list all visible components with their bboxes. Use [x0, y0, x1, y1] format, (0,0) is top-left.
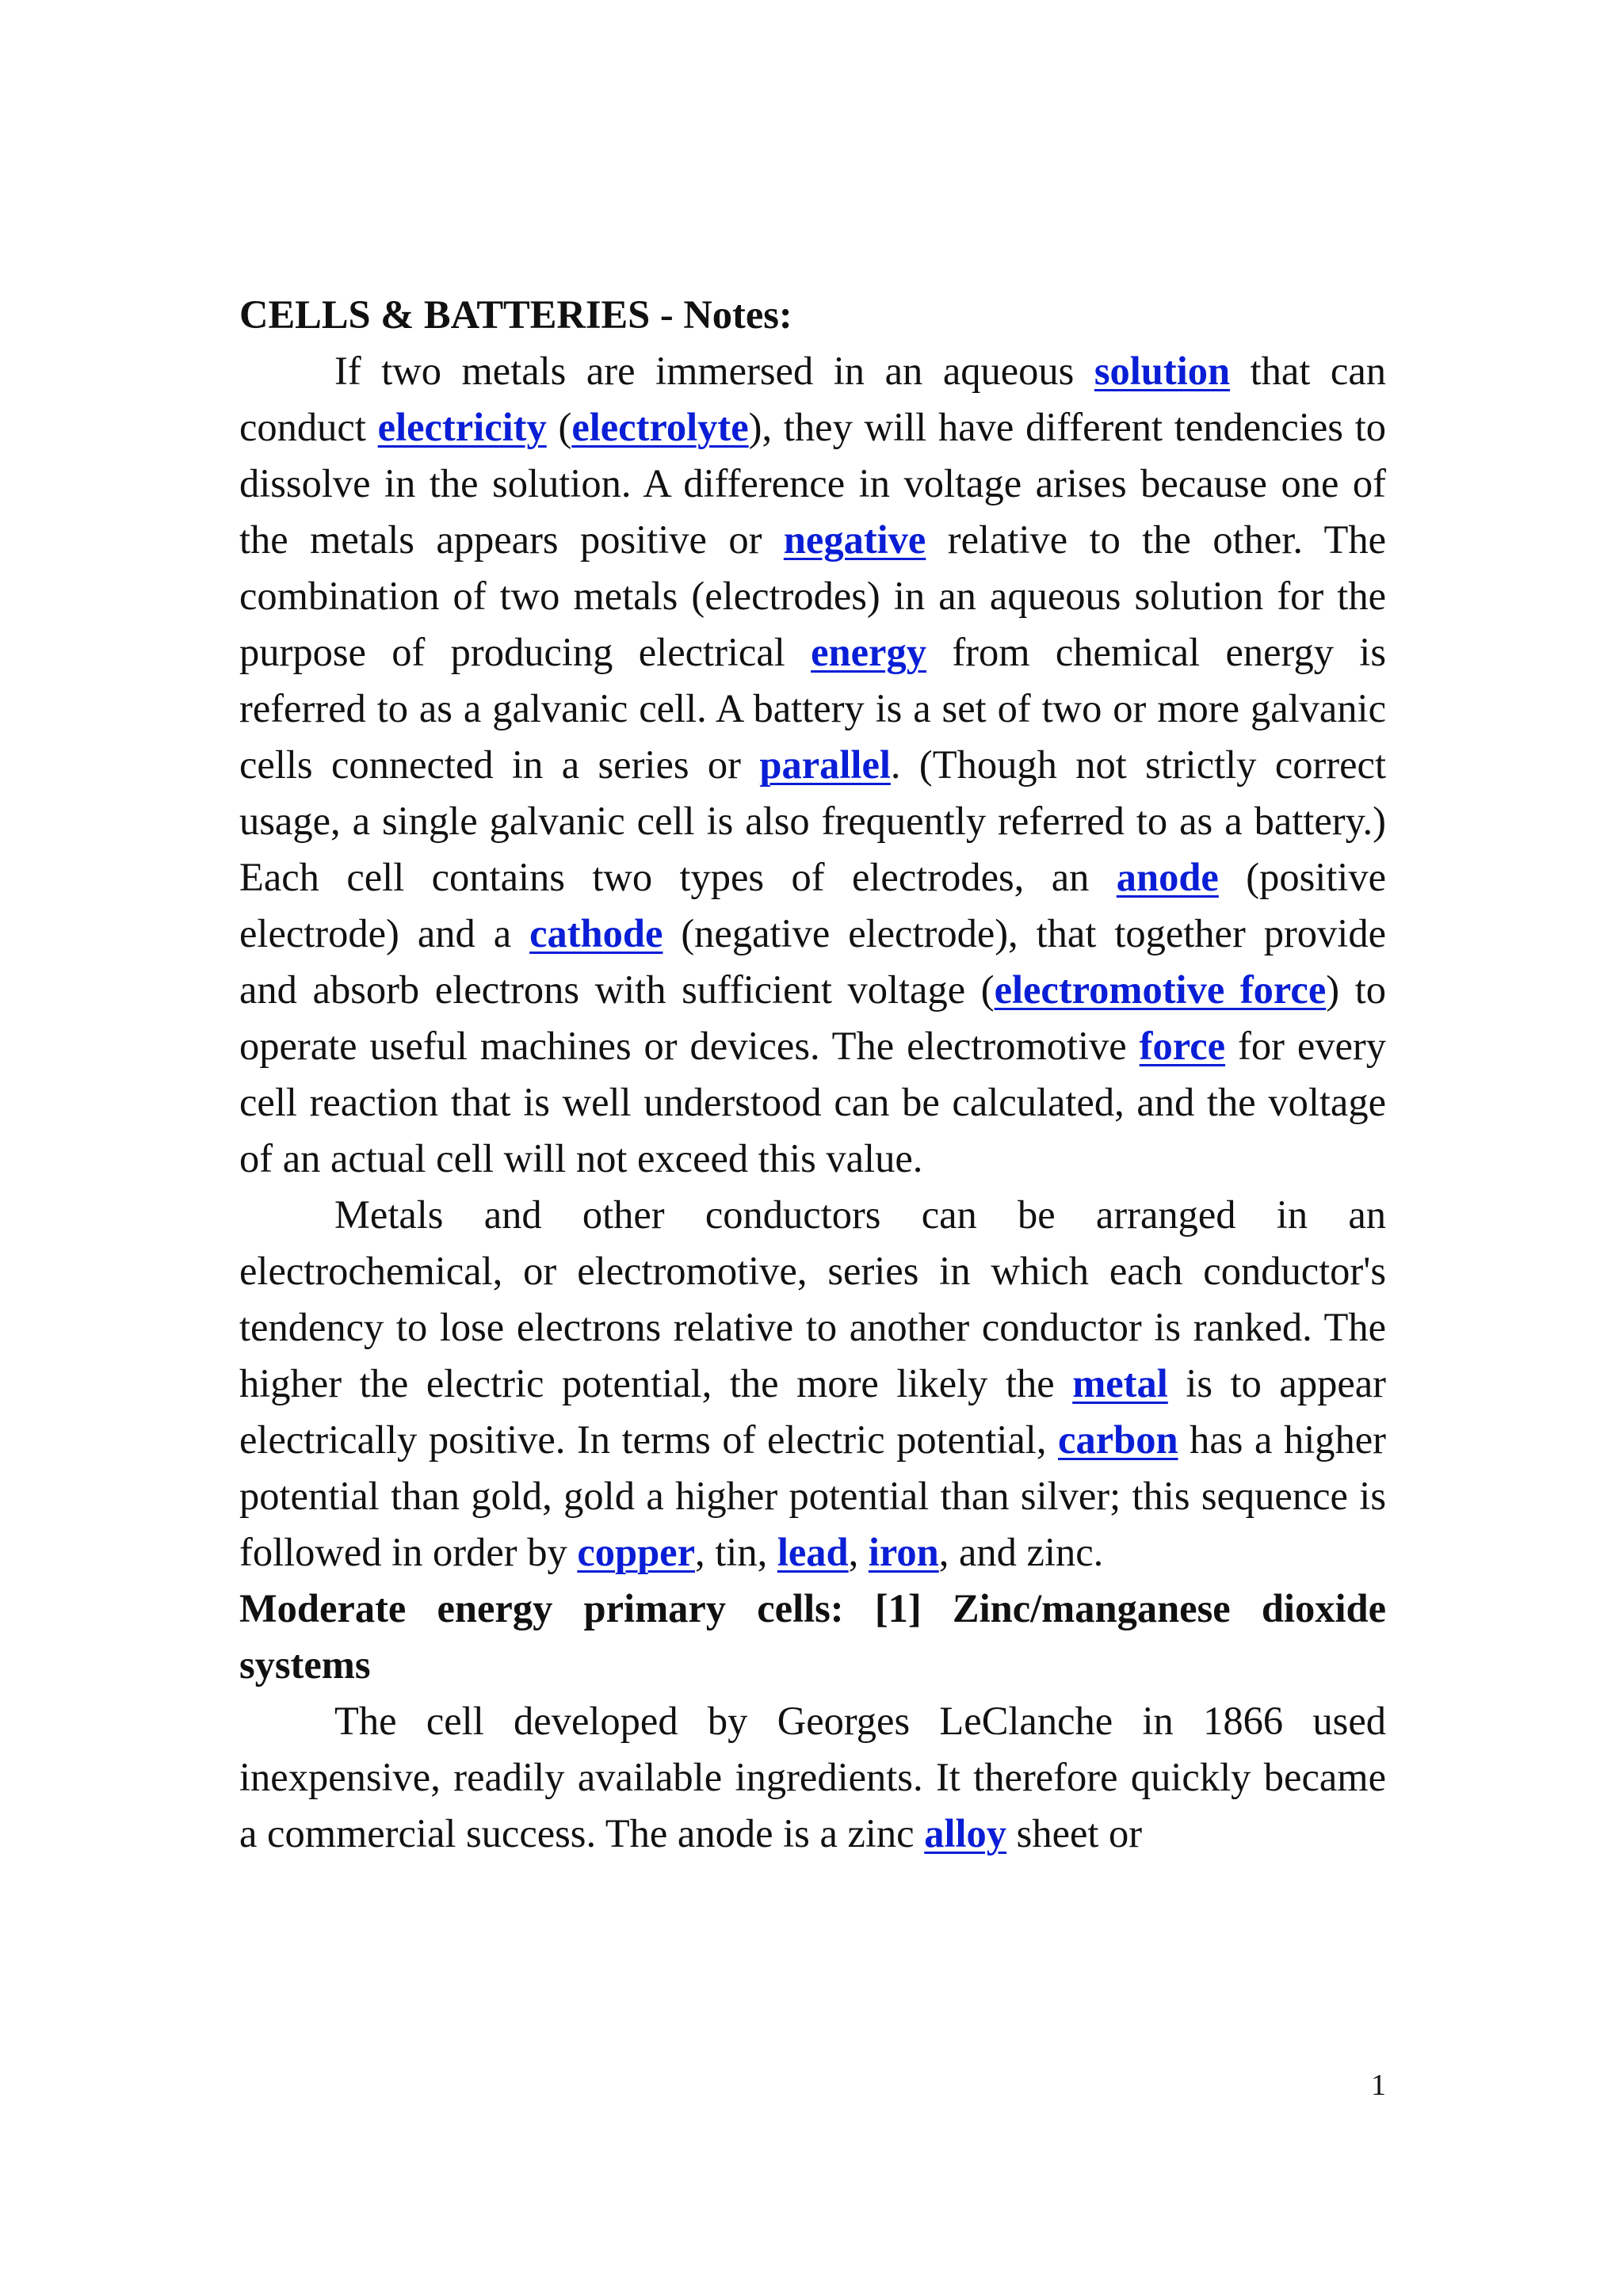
term-link-iron[interactable]: iron	[868, 1530, 939, 1574]
term-link-electricity[interactable]: electricity	[377, 405, 547, 449]
text-run: . (Though not strictly correct usage, a single galvanic cell is also frequently referred to as a battery.) Each cell contains two types of electrodes, an	[239, 742, 1386, 899]
text-run: that can conduct	[239, 349, 1386, 449]
term-link-alloy[interactable]: alloy	[924, 1811, 1007, 1855]
term-link-metal[interactable]: metal	[1072, 1361, 1168, 1405]
term-link-solution[interactable]: solution	[1094, 349, 1231, 393]
text-run: The cell developed by Georges LeClanche in 1866 used inexpensive, readily available ingredients. It therefore quickly became a commercial success. The anode is a zinc	[239, 1699, 1386, 1855]
page-number: 1	[1371, 2069, 1386, 2102]
text-run: Metals and other conductors can be arranged in an electrochemical, or electromotive, series in which each conductor's tendency to lose electrons relative to another conductor is ranked. The higher the electric potential, the more likely the	[239, 1192, 1386, 1405]
term-link-copper[interactable]: copper	[577, 1530, 696, 1574]
paragraph-electromotive-series	[239, 1187, 1386, 1581]
term-link-energy[interactable]: energy	[811, 630, 926, 674]
term-link-negative[interactable]: negative	[783, 517, 926, 562]
text-run: ), they will have different tendencies to dissolve in the solution. A difference in voltage arises because one of the metals appears positive or	[239, 405, 1387, 562]
text-run: for every cell reaction that is well understood can be calculated, and the voltage of an actual cell will not exceed this value.	[239, 1024, 1386, 1180]
text-run: sheet or	[1006, 1811, 1143, 1855]
term-link-force[interactable]: force	[1139, 1024, 1226, 1068]
term-link-electromotive-force[interactable]: electromotive force	[994, 967, 1327, 1012]
text-run: has a higher potential than gold, gold a higher potential than silver; this sequence is followed in order by	[239, 1417, 1387, 1574]
paragraph-leclanche-cell	[239, 1693, 1386, 1862]
term-link-anode[interactable]: anode	[1116, 855, 1219, 899]
text-run: (positive electrode) and a	[239, 855, 1386, 955]
section-heading-zinc-manganese: Moderate energy primary cells: [1] Zinc/manganese dioxide systems	[239, 1586, 1386, 1687]
text-run: is to appear electrically positive. In terms of electric potential,	[239, 1361, 1386, 1462]
term-link-cathode[interactable]: cathode	[529, 911, 663, 955]
term-link-parallel[interactable]: parallel	[759, 742, 891, 787]
text-run: If two metals are immersed in an aqueous	[334, 349, 1094, 393]
document-heading: CELLS & BATTERIES - Notes:	[239, 292, 792, 337]
text-run: (negative electrode), that together provide and absorb electrons with sufficient voltage (	[239, 911, 1387, 1012]
text-run: , and zinc.	[938, 1530, 1104, 1574]
text-run: (	[546, 405, 572, 449]
text-run: ) to operate useful machines or devices. The electromotive	[239, 967, 1386, 1068]
term-link-electrolyte[interactable]: electrolyte	[571, 405, 749, 449]
term-link-lead[interactable]: lead	[777, 1530, 849, 1574]
term-link-carbon[interactable]: carbon	[1058, 1417, 1178, 1462]
text-run: ,	[848, 1530, 869, 1574]
document-body	[239, 287, 1386, 1862]
text-run: relative to the other. The combination of two metals (electrodes) in an aqueous solution for the purpose of producing electrical	[239, 517, 1386, 674]
text-run: , tin,	[695, 1530, 777, 1574]
paragraph-galvanic-cells	[239, 343, 1386, 1187]
text-run: from chemical energy is referred to as a galvanic cell. A battery is a set of two or more galvanic cells connected in a series or	[239, 630, 1386, 787]
